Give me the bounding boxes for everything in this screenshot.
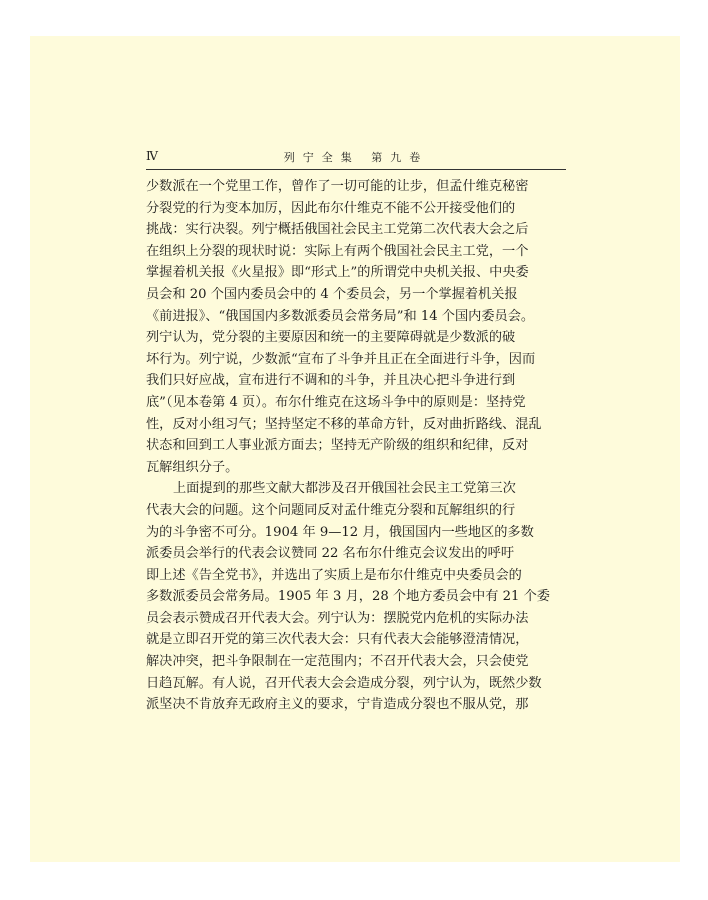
text-line: 分裂党的行为变本加厉，因此布尔什维克不能不公开接受他们的 [146, 200, 516, 216]
text-line: 少数派在一个党里工作，曾作了一切可能的让步，但孟什维克秘密 [146, 179, 529, 194]
text-line: 员会表示赞成召开代表大会。列宁认为：摆脱党内危机的实际办法 [146, 610, 529, 626]
text-line: 为的斗争密不可分。1904 年 9—12 月，俄国国内一些地区的多数 [146, 524, 534, 540]
text-line: 多数派委员会常务局。1905 年 3 月，28 个地方委员会中有 21 个委 [146, 589, 550, 605]
paragraph [146, 478, 566, 716]
running-header [146, 149, 566, 169]
body-text [146, 176, 566, 716]
text-line: 即上述《告全党书》，并选出了实质上是布尔什维克中央委员会的 [146, 567, 522, 583]
text-line: 《前进报》、“俄国国内多数派委员会常务局”和 14 个国内委员会。 [146, 308, 535, 324]
text-line: 坏行为。列宁说，少数派“宣布了斗争并且正在全面进行斗争，因而 [146, 351, 536, 367]
paragraph [146, 176, 566, 478]
text-line: 派委员会举行的代表会议赞同 22 名布尔什维克会议发出的呼吁 [146, 546, 515, 562]
text-line: 列宁认为，党分裂的主要原因和统一的主要障碍就是少数派的破 [146, 330, 516, 346]
text-line: 在组织上分裂的现状时说：实际上有两个俄国社会民主工党，一个 [146, 243, 529, 259]
page-number: Ⅳ [146, 149, 158, 163]
text-line: 挑战：实行决裂。列宁概括俄国社会民主工党第二次代表大会之后 [146, 222, 529, 238]
text-line: 底”（见本卷第 4 页）。布尔什维克在这场斗争中的原则是：坚持党 [146, 394, 526, 410]
text-line: 派坚决不肯放弃无政府主义的要求，宁肯造成分裂也不服从党，那 [146, 697, 529, 713]
text-line: 日趋瓦解。有人说，召开代表大会会造成分裂，列宁认为，既然少数 [146, 675, 542, 691]
text-line: 员会和 20 个国内委员会中的 4 个委员会，另一个掌握着机关报 [146, 286, 518, 302]
text-line: 状态和回到工人事业派方面去；坚持无产阶级的组织和纪律，反对 [146, 438, 529, 454]
running-title: 列宁全集 第九卷 [283, 151, 429, 164]
text-line: 代表大会的问题。这个问题同反对孟什维克分裂和瓦解组织的行 [146, 502, 516, 518]
text-line: 上面提到的那些文献大都涉及召开俄国社会民主工党第三次 [173, 481, 516, 497]
text-line: 性，反对小组习气；坚持坚定不移的革命方针，反对曲折路线、混乱 [146, 416, 542, 432]
text-line: 瓦解组织分子。 [146, 459, 239, 475]
text-line: 就是立即召开党的第三次代表大会：只有代表大会能够澄清情况， [146, 632, 529, 648]
text-line: 掌握着机关报《火星报》即“形式上”的所谓党中央机关报、中央委 [146, 265, 529, 281]
text-line: 我们只好应战，宣布进行不调和的斗争，并且决心把斗争进行到 [146, 373, 516, 389]
header-rule [146, 169, 566, 170]
text-line: 解决冲突，把斗争限制在一定范围内；不召开代表大会，只会使党 [146, 654, 529, 670]
